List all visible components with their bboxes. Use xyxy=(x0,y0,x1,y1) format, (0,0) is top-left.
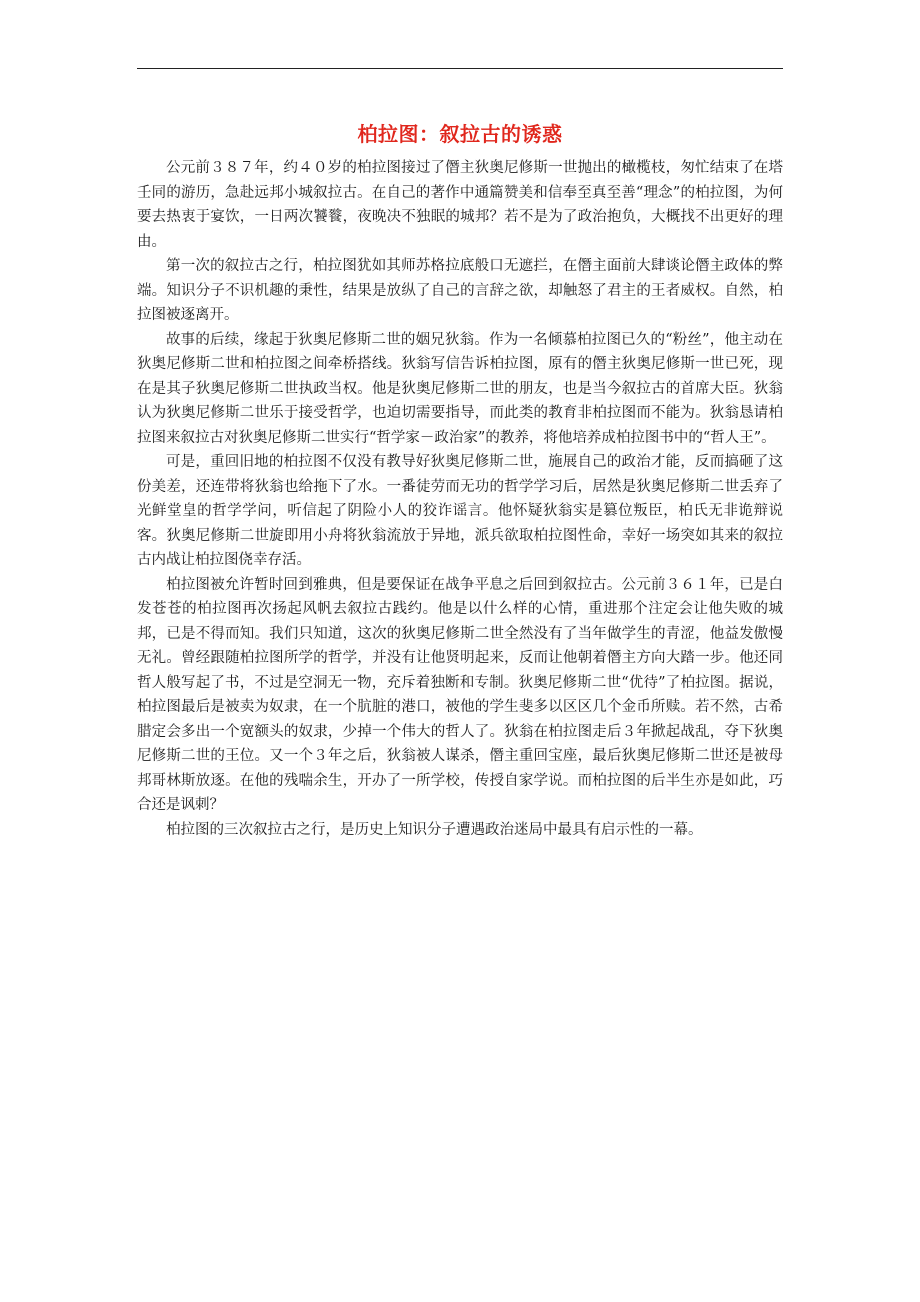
paragraph: 柏拉图的三次叙拉古之行，是历史上知识分子遭遇政治迷局中最具有启示性的一幕。 xyxy=(166,821,703,838)
header-rule xyxy=(137,68,783,69)
paragraph: 第一次的叙拉古之行，柏拉图犹如其师苏格拉底般口无遮拦，在僭主面前大肆谈论僭主政体的弊端。知识分子不识机趣的秉性，结果是放纵了自己的言辞之欲，却触怒了君主的王者威权。自然，柏拉图被逐离开。 xyxy=(137,258,783,323)
paragraph: 故事的后续，缘起于狄奥尼修斯二世的姻兄狄翁。作为一名倾慕柏拉图已久的“粉丝”，他主动在狄奥尼修斯二世和柏拉图之间牵桥搭线。狄翁写信告诉柏拉图，原有的僭主狄奥尼修斯一世已死，现在是其子狄奥尼修斯二世执政当权。他是狄奥尼修斯二世的朋友，也是当今叙拉古的首席大臣。狄翁认为狄奥尼修斯二世乐于接受哲学，也迫切需要指导，而此类的教育非柏拉图而不能为。狄翁恳请柏拉图来叙拉古对狄奥尼修斯二世实行“哲学家－政治家”的教养，将他培养成柏拉图书中的“哲人王”。 xyxy=(137,331,783,446)
paragraph: 柏拉图被允许暂时回到雅典，但是要保证在战争平息之后回到叙拉古。公元前３６１年，已是白发苍苍的柏拉图再次扬起风帆去叙拉古践约。他是以什么样的心情，重进那个注定会让他失败的城邦，已是不得而知。我们只知道，这次的狄奥尼修斯二世全然没有了当年做学生的青涩，他益发傲慢无礼。曾经跟随柏拉图所学的哲学，并没有让他贤明起来，反而让他朝着僭主方向大踏一步。他还同哲人般写起了书，不过是空洞无一物，充斥着独断和专制。狄奥尼修斯二世“优待”了柏拉图。据说，柏拉图最后是被卖为奴隶，在一个肮脏的港口，被他的学生斐多以区区几个金币所赎。若不然，古希腊定会多出一个宽额头的奴隶，少掉一个伟大的哲人了。狄翁在柏拉图走后３年掀起战乱，夺下狄奥尼修斯二世的王位。又一个３年之后，狄翁被人谋杀，僭主重回宝座，最后狄奥尼修斯二世还是被母邦哥林斯放逐。在他的残喘余生，开办了一所学校，传授自家学说。而柏拉图的后半生亦是如此，巧合还是讽刺？ xyxy=(137,576,783,813)
paragraph: 公元前３８７年，约４０岁的柏拉图接过了僭主狄奥尼修斯一世抛出的橄榄枝，匆忙结束了在塔壬同的游历，急赴远邦小城叙拉古。在自己的著作中通篇赞美和信奉至真至善“理念”的柏拉图，为何要去热衷于宴饮，一日两次饕餮，夜晚决不独眠的城邦？若不是为了政治抱负，大概找不出更好的理由。 xyxy=(137,160,783,250)
article-body xyxy=(137,156,783,842)
article-title: 柏拉图：叙拉古的诱惑 xyxy=(357,122,563,146)
paragraph: 可是，重回旧地的柏拉图不仅没有教导好狄奥尼修斯二世，施展自己的政治才能，反而搞砸了这份美差，还连带将狄翁也给拖下了水。一番徒劳而无功的哲学学习后，居然是狄奥尼修斯二世丢弃了光鲜堂皇的哲学学问，听信起了阴险小人的狡诈谣言。他怀疑狄翁实是篡位叛臣，柏氏无非诡辩说客。狄奥尼修斯二世旋即用小舟将狄翁流放于异地，派兵欲取柏拉图性命，幸好一场突如其来的叙拉古内战让柏拉图侥幸存活。 xyxy=(137,454,783,568)
